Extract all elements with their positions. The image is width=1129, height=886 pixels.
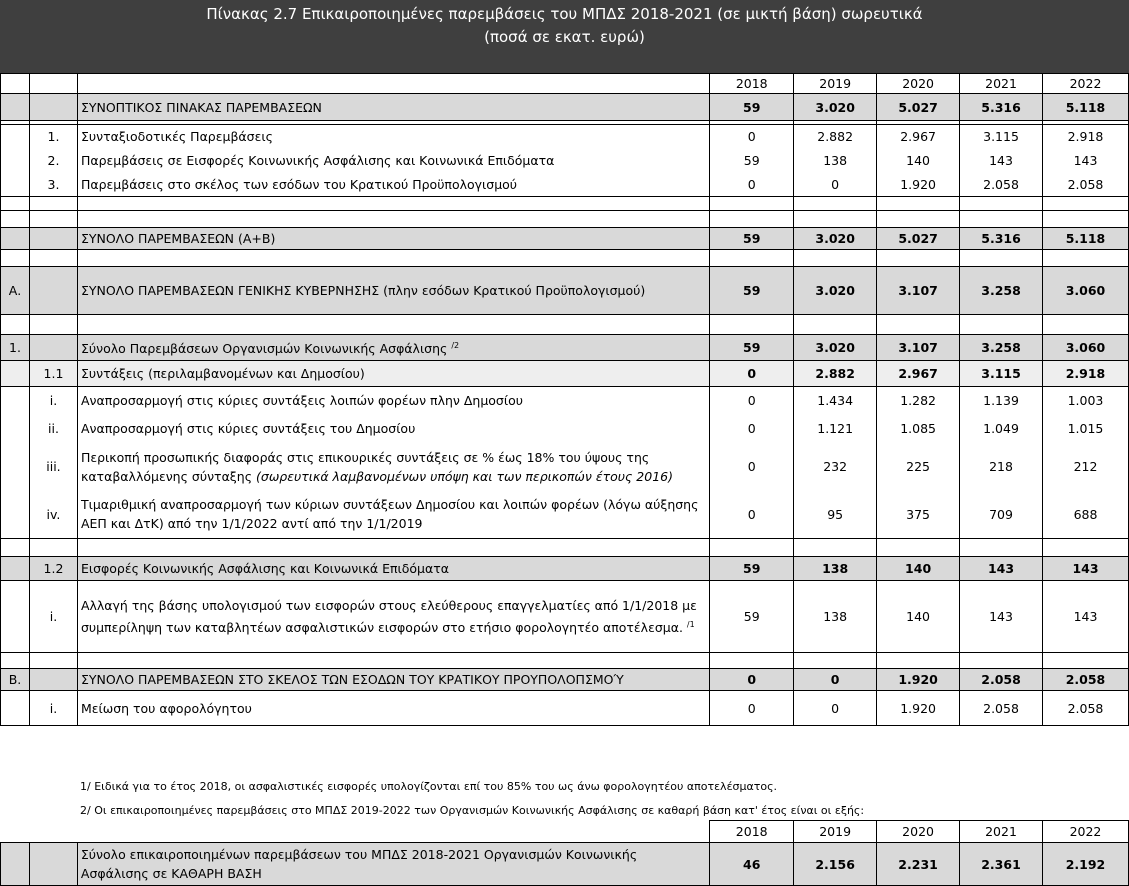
empty-cell <box>1043 539 1129 557</box>
empty-cell <box>877 653 960 669</box>
value-cell: 3.115 <box>960 125 1043 149</box>
section-code <box>1 581 30 653</box>
empty-cell <box>794 197 877 211</box>
row-label <box>77 335 709 361</box>
year-header: 2021 <box>960 74 1043 94</box>
value-cell: 3.115 <box>960 361 1043 387</box>
value-cell: 0 <box>710 361 794 387</box>
section-code <box>1 415 30 443</box>
value-cell: 1.015 <box>1043 415 1129 443</box>
row-label <box>77 415 709 443</box>
row-label-text: Σύνολο Παρεμβάσεων Οργανισμών Κοινωνικής Ασφάλισης <box>80 341 448 357</box>
table-row <box>1 691 1129 726</box>
empty-cell <box>960 539 1043 557</box>
empty-cell <box>1 653 30 669</box>
item-code: iii. <box>29 443 77 491</box>
empty-cell <box>710 250 794 267</box>
value-cell: 5.316 <box>960 94 1043 121</box>
empty-cell <box>877 539 960 557</box>
table-row <box>1 581 1129 653</box>
value-cell: 2.918 <box>1043 125 1129 149</box>
row-label <box>77 267 709 315</box>
value-cell: 59 <box>710 228 794 250</box>
year-header: 2020 <box>877 821 960 843</box>
value-cell: 2.967 <box>877 125 960 149</box>
item-code: 2. <box>29 149 77 173</box>
value-cell: 138 <box>794 557 877 581</box>
interventions-table <box>0 73 1129 726</box>
empty-cell <box>29 250 77 267</box>
value-cell: 2.361 <box>960 843 1043 886</box>
value-cell: 3.258 <box>960 267 1043 315</box>
row-label-text: Συντάξεις (περιλαμβανομένων και Δημοσίου) <box>80 366 365 381</box>
empty-cell <box>29 74 77 94</box>
spacer-row <box>1 197 1129 211</box>
value-cell: 59 <box>710 557 794 581</box>
row-label-italic: (σωρευτικά λαμβανομένων υπόψη και των περικοπών έτους 2016) <box>256 468 673 484</box>
empty-cell <box>1 821 30 843</box>
empty-cell <box>710 539 794 557</box>
value-cell: 138 <box>794 149 877 173</box>
empty-cell <box>77 653 709 669</box>
table-row <box>1 228 1129 250</box>
value-cell: 0 <box>710 443 794 491</box>
value-cell: 59 <box>710 267 794 315</box>
value-cell: 3.020 <box>794 267 877 315</box>
value-cell: 5.027 <box>877 228 960 250</box>
spacer-row <box>1 539 1129 557</box>
value-cell: 1.085 <box>877 415 960 443</box>
value-cell: 0 <box>710 173 794 197</box>
year-header: 2019 <box>794 74 877 94</box>
empty-cell <box>29 197 77 211</box>
empty-cell <box>1 843 30 886</box>
value-cell: 2.231 <box>877 843 960 886</box>
empty-cell <box>794 211 877 228</box>
row-label-text: ΣΥΝΟΛΟ ΠΑΡΕΜΒΑΣΕΩΝ (Α+Β) <box>80 231 276 246</box>
value-cell: 59 <box>710 335 794 361</box>
value-cell: 3.258 <box>960 335 1043 361</box>
row-label-text: ΣΥΝΟΛΟ ΠΑΡΕΜΒΑΣΕΩΝ ΣΤΟ ΣΚΕΛΟΣ ΤΩΝ ΕΣΟΔΩΝ ΤΟΥ ΚΡΑΤΙΚΟΥ ΠΡΟΥΠΟΛΟΠΣΜΟΎ <box>80 672 624 687</box>
table-row <box>1 94 1129 121</box>
empty-cell <box>1043 315 1129 335</box>
value-cell: 3.060 <box>1043 267 1129 315</box>
value-cell: 3.020 <box>794 335 877 361</box>
value-cell: 1.920 <box>877 691 960 726</box>
empty-cell <box>77 74 709 94</box>
item-code <box>29 94 77 121</box>
footnote-ref: /2 <box>451 341 460 351</box>
empty-cell <box>29 821 77 843</box>
row-label-text: Μείωση του αφορολόγητου <box>80 700 252 716</box>
row-label-text: Παρεμβάσεις στο σκέλος των εσόδων του Κρατικού Προϋπολογισμού <box>80 176 518 192</box>
section-code: Β. <box>1 669 30 691</box>
empty-cell <box>877 197 960 211</box>
value-cell: 2.058 <box>960 173 1043 197</box>
section-code <box>1 94 30 121</box>
empty-cell <box>1 197 30 211</box>
value-cell: 143 <box>960 581 1043 653</box>
value-cell: 3.107 <box>877 267 960 315</box>
empty-cell <box>877 250 960 267</box>
row-label-text: Τιμαριθμική αναπροσαρμογή των κύριων συντάξεων Δημοσίου και λοιπών φορέων (λόγω αύξησης ΑΕΠ και ΔτΚ) από την 1/1/2022 αντί από την 1/1/2019 <box>80 497 699 532</box>
empty-cell <box>29 539 77 557</box>
empty-cell <box>960 197 1043 211</box>
net-year-header-row <box>1 821 1129 843</box>
row-label <box>77 581 709 653</box>
value-cell: 0 <box>794 173 877 197</box>
value-cell: 0 <box>710 415 794 443</box>
empty-cell <box>77 211 709 228</box>
section-code <box>1 387 30 415</box>
value-cell: 3.107 <box>877 335 960 361</box>
row-label-text: ΣΥΝΟΠΤΙΚΟΣ ΠΙΝΑΚΑΣ ΠΑΡΕΜΒΑΣΕΩΝ <box>80 99 322 115</box>
value-cell: 143 <box>1043 581 1129 653</box>
value-cell: 138 <box>794 581 877 653</box>
value-cell: 1.920 <box>877 669 960 691</box>
value-cell: 2.918 <box>1043 361 1129 387</box>
empty-cell <box>29 653 77 669</box>
value-cell: 375 <box>877 491 960 539</box>
value-cell: 143 <box>960 557 1043 581</box>
value-cell: 225 <box>877 443 960 491</box>
item-code: iv. <box>29 491 77 539</box>
row-label <box>77 387 709 415</box>
empty-cell <box>710 315 794 335</box>
value-cell: 5.118 <box>1043 228 1129 250</box>
value-cell: 2.882 <box>794 361 877 387</box>
value-cell: 59 <box>710 94 794 121</box>
value-cell: 1.920 <box>877 173 960 197</box>
row-label-text: Αναπροσαρμογή στις κύριες συντάξεις του Δημοσίου <box>80 421 416 436</box>
table-row <box>1 267 1129 315</box>
value-cell: 3.060 <box>1043 335 1129 361</box>
empty-cell <box>877 315 960 335</box>
item-code: i. <box>29 581 77 653</box>
footnote-1: 1/ Ειδικά για το έτος 2018, οι ασφαλιστικές εισφορές υπολογίζονται επί του 85% του ως άνω φορολογητέου αποτελέσματος. <box>80 780 778 793</box>
empty-cell <box>29 211 77 228</box>
empty-cell <box>877 211 960 228</box>
empty-cell <box>794 653 877 669</box>
row-label <box>77 94 709 121</box>
table-row <box>1 415 1129 443</box>
value-cell: 1.121 <box>794 415 877 443</box>
value-cell: 2.192 <box>1042 843 1128 886</box>
row-label-text: Συνταξιοδοτικές Παρεμβάσεις <box>80 129 273 145</box>
section-code <box>1 443 30 491</box>
item-code: ii. <box>29 415 77 443</box>
empty-cell <box>710 211 794 228</box>
spacer-row <box>1 653 1129 669</box>
value-cell: 143 <box>1043 149 1129 173</box>
row-label-text: Περικοπή προσωπικής διαφοράς στις επικουρικές συντάξεις σε % έως 18% του ύψους της καταβαλλόμενης σύνταξης <box>80 449 650 484</box>
row-label <box>77 691 709 726</box>
title-line-2: (ποσά σε εκατ. ευρώ) <box>484 28 645 46</box>
value-cell: 3.020 <box>794 228 877 250</box>
value-cell: 0 <box>710 691 794 726</box>
section-code <box>1 691 30 726</box>
year-header: 2018 <box>710 821 794 843</box>
item-code: 1. <box>29 125 77 149</box>
row-label-text: Αναπροσαρμογή στις κύριες συντάξεις λοιπών φορέων πλην Δημοσίου <box>80 393 523 409</box>
spacer-row <box>1 211 1129 228</box>
row-label-text: Εισφορές Κοινωνικής Ασφάλισης και Κοινωνικά Επιδόματα <box>80 561 450 576</box>
table-row <box>1 387 1129 415</box>
item-code <box>29 228 77 250</box>
section-code: 1. <box>1 335 30 361</box>
footnote-2: 2/ Οι επικαιροποιημένες παρεμβάσεις στο ΜΠΔΣ 2019-2022 των Οργανισμών Κοινωνικής Ασφάλισης σε καθαρή βάση κατ' έτος είναι οι εξής: <box>80 804 865 817</box>
section-code <box>1 173 30 197</box>
section-code: Α. <box>1 267 30 315</box>
item-code: i. <box>29 387 77 415</box>
net-basis-table <box>0 820 1129 886</box>
empty-cell <box>960 315 1043 335</box>
row-label <box>77 173 709 197</box>
year-header: 2019 <box>794 821 877 843</box>
value-cell: 2.156 <box>794 843 877 886</box>
value-cell: 5.316 <box>960 228 1043 250</box>
value-cell: 0 <box>794 669 877 691</box>
item-code: i. <box>29 691 77 726</box>
row-label-text: Αλλαγή της βάσης υπολογισμού των εισφορών στους ελεύθερους επαγγελματίες από 1/1/2018 με συμπερίληψη των καταβλητέων ασφαλιστικών εισφορών στο ετήσιο φορολογητέο αποτέλεσμα. <box>80 597 697 636</box>
value-cell: 2.058 <box>1043 669 1129 691</box>
empty-cell <box>794 315 877 335</box>
row-label <box>77 125 709 149</box>
value-cell: 140 <box>877 149 960 173</box>
empty-cell <box>77 315 709 335</box>
item-code: 1.2 <box>29 557 77 581</box>
net-basis-row <box>1 843 1129 886</box>
year-header: 2022 <box>1043 74 1129 94</box>
row-label <box>77 361 709 387</box>
value-cell: 709 <box>960 491 1043 539</box>
table-row <box>1 149 1129 173</box>
value-cell: 5.118 <box>1043 94 1129 121</box>
empty-cell <box>1043 211 1129 228</box>
empty-cell <box>77 197 709 211</box>
value-cell: 232 <box>794 443 877 491</box>
value-cell: 2.882 <box>794 125 877 149</box>
empty-cell <box>1 211 30 228</box>
row-label <box>77 443 709 491</box>
section-code <box>1 125 30 149</box>
value-cell: 2.058 <box>960 691 1043 726</box>
value-cell: 1.434 <box>794 387 877 415</box>
row-label <box>77 557 709 581</box>
empty-cell <box>29 315 77 335</box>
empty-cell <box>1043 197 1129 211</box>
table-row <box>1 125 1129 149</box>
empty-cell <box>1043 653 1129 669</box>
table-row <box>1 443 1129 491</box>
row-label <box>77 149 709 173</box>
value-cell: 140 <box>877 581 960 653</box>
footnote-ref: /1 <box>686 619 695 629</box>
value-cell: 1.282 <box>877 387 960 415</box>
row-label <box>77 491 709 539</box>
value-cell: 2.058 <box>1043 691 1129 726</box>
empty-cell <box>710 197 794 211</box>
empty-cell <box>77 821 709 843</box>
year-header: 2021 <box>960 821 1043 843</box>
spacer-row <box>1 315 1129 335</box>
value-cell: 140 <box>877 557 960 581</box>
table-title <box>0 0 1129 73</box>
value-cell: 212 <box>1043 443 1129 491</box>
net-basis-label: Σύνολο επικαιροποιημένων παρεμβάσεων του ΜΠΔΣ 2018-2021 Οργανισμών Κοινωνικής Ασφάλισης σε ΚΑΘΑΡΗ ΒΑΣΗ <box>77 843 709 886</box>
value-cell: 1.049 <box>960 415 1043 443</box>
value-cell: 0 <box>710 125 794 149</box>
value-cell: 2.058 <box>1043 173 1129 197</box>
value-cell: 59 <box>710 149 794 173</box>
empty-cell <box>794 250 877 267</box>
value-cell: 1.139 <box>960 387 1043 415</box>
item-code <box>29 669 77 691</box>
item-code: 3. <box>29 173 77 197</box>
section-code <box>1 361 30 387</box>
value-cell: 0 <box>710 491 794 539</box>
value-cell: 688 <box>1043 491 1129 539</box>
year-header: 2018 <box>710 74 794 94</box>
table-row <box>1 669 1129 691</box>
table-row <box>1 335 1129 361</box>
item-code <box>29 335 77 361</box>
empty-cell <box>1 539 30 557</box>
item-code: 1.1 <box>29 361 77 387</box>
year-header: 2022 <box>1042 821 1128 843</box>
empty-cell <box>960 211 1043 228</box>
empty-cell <box>1 250 30 267</box>
empty-cell <box>77 250 709 267</box>
empty-cell <box>710 653 794 669</box>
value-cell: 46 <box>710 843 794 886</box>
value-cell: 143 <box>1043 557 1129 581</box>
row-label <box>77 669 709 691</box>
value-cell: 59 <box>710 581 794 653</box>
value-cell: 3.020 <box>794 94 877 121</box>
row-label <box>77 228 709 250</box>
section-code <box>1 491 30 539</box>
value-cell: 95 <box>794 491 877 539</box>
table-row <box>1 361 1129 387</box>
value-cell: 2.967 <box>877 361 960 387</box>
value-cell: 218 <box>960 443 1043 491</box>
section-code <box>1 228 30 250</box>
row-label-text: ΣΥΝΟΛΟ ΠΑΡΕΜΒΑΣΕΩΝ ΓΕΝΙΚΗΣ ΚΥΒΕΡΝΗΣΗΣ (πλην εσόδων Κρατικού Προϋπολογισμού) <box>80 283 646 298</box>
value-cell: 143 <box>960 149 1043 173</box>
year-header: 2020 <box>877 74 960 94</box>
empty-cell <box>1 315 30 335</box>
spacer-row <box>1 250 1129 267</box>
table-row <box>1 557 1129 581</box>
empty-cell <box>794 539 877 557</box>
table-row <box>1 491 1129 539</box>
empty-cell <box>960 653 1043 669</box>
value-cell: 0 <box>794 691 877 726</box>
empty-cell <box>1 74 30 94</box>
empty-cell <box>29 843 77 886</box>
value-cell: 0 <box>710 387 794 415</box>
empty-cell <box>960 250 1043 267</box>
table-row <box>1 173 1129 197</box>
value-cell: 5.027 <box>877 94 960 121</box>
empty-cell <box>77 539 709 557</box>
empty-cell <box>1043 250 1129 267</box>
title-line-1: Πίνακας 2.7 Επικαιροποιημένες παρεμβάσεις του ΜΠΔΣ 2018-2021 (σε μικτή βάση) σωρευτικά <box>206 5 923 23</box>
value-cell: 1.003 <box>1043 387 1129 415</box>
row-label-text: Παρεμβάσεις σε Εισφορές Κοινωνικής Ασφάλισης και Κοινωνικά Επιδόματα <box>80 153 555 168</box>
item-code <box>29 267 77 315</box>
section-code <box>1 149 30 173</box>
value-cell: 2.058 <box>960 669 1043 691</box>
value-cell: 0 <box>710 669 794 691</box>
year-header-row <box>1 74 1129 94</box>
section-code <box>1 557 30 581</box>
